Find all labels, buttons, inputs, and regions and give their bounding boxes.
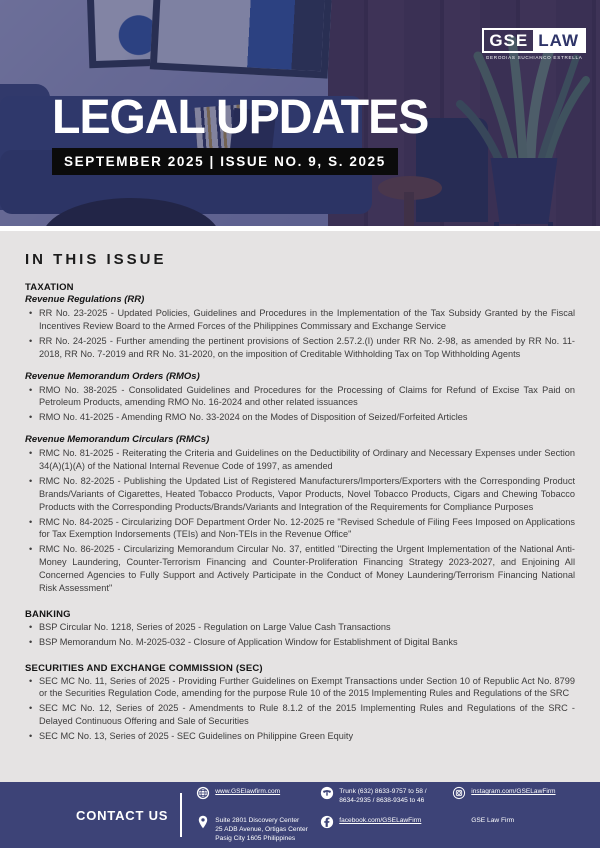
- footer-contact-item: [196, 786, 314, 800]
- gse-law-logo: [482, 28, 586, 60]
- in-this-issue-heading: IN THIS ISSUE: [25, 251, 167, 268]
- section-heading: TAXATION: [25, 282, 74, 293]
- bullet-list: [25, 675, 575, 743]
- bullet-item: • SEC MC No. 12, Series of 2025 - Amendments to Rule 8.1.2 of the 2015 Implementing Rules and Regulations of the SRC - Delayed Continuous Offering and Sale of Securities: [25, 702, 575, 728]
- section-group: [25, 434, 575, 595]
- footer-contact-text: Suite 2801 Discovery Center 25 ADB Avenue, Ortigas Center Pasig City 1605 Philippines: [215, 817, 308, 842]
- footer-contact-item: [452, 786, 584, 800]
- bullet-item: • RR No. 24-2025 - Further amending the pertinent provisions of Section 2.57.2.(I) under RR No. 2-98, as amended by RR No. 11-2018, RR No. 7-2019 and RR No. 31-2020, on the imposition of Creditable Withholding Tax on Top Withholding Agents: [25, 335, 575, 361]
- instagram-icon: [452, 786, 466, 800]
- section-heading: SECURITIES AND EXCHANGE COMMISSION (SEC): [25, 662, 263, 674]
- issue-section: [25, 282, 575, 595]
- group-subheading: Revenue Memorandum Orders (RMOs): [25, 370, 200, 382]
- icon-spacer: [452, 815, 466, 829]
- page-title: LEGAL UPDATES: [52, 91, 429, 144]
- section-groups: [25, 294, 575, 595]
- bullet-item: • RMC No. 82-2025 - Publishing the Updated List of Registered Manufacturers/Importers/Exporters with the Corresponding Product Brands/Variants of Cigarettes, Heated Tobacco Products, Vapor Products, Novel Tobacco Products, Cigars and Chewing Tobacco Products with the Corresponding Products/Brands/Variants and Integration of the Requirements for Compliance Purposes: [25, 475, 575, 514]
- bullet-list: [25, 447, 575, 595]
- phone-icon: [320, 786, 334, 800]
- bullet-list: [25, 384, 575, 425]
- footer-contact-item: [320, 815, 446, 829]
- main-content: [0, 231, 600, 782]
- bullet-item: • RMO No. 38-2025 - Consolidated Guidelines and Procedures for the Processing of Claims for Refund of Excise Tax Paid on Petroleum Products, amending RMO No. 16-2024 and other related issuances: [25, 384, 575, 410]
- footer-contact-text: Trunk (632) 8633-9757 to 58 / 8634-2935 / 8638-9345 to 46: [339, 788, 427, 805]
- issue-subtitle: SEPTEMBER 2025 | ISSUE NO. 9, S. 2025: [52, 148, 398, 175]
- gse-law-logo-box: [482, 28, 586, 53]
- bullet-item: • BSP Circular No. 1218, Series of 2025 - Regulation on Large Value Cash Transactions: [25, 621, 575, 634]
- hero-title-block: [52, 91, 440, 175]
- logo-law-text: LAW: [533, 30, 584, 51]
- issue-section: [25, 663, 575, 743]
- bullet-item: • BSP Memorandum No. M-2025-032 - Closure of Application Window for Establishment of Digital Banks: [25, 636, 575, 649]
- logo-tagline: GERODIAS SUCHIANCO ESTRELLA: [485, 55, 583, 60]
- section-groups: [25, 675, 575, 743]
- globe-icon: [196, 786, 210, 800]
- section-heading: BANKING: [25, 608, 71, 620]
- group-subheading: Revenue Memorandum Circulars (RMCs): [25, 434, 210, 446]
- hero-photo: [0, 0, 600, 226]
- logo-gse-text: GSE: [489, 31, 529, 50]
- footer-contact-grid: [196, 786, 584, 843]
- bullet-item: • RMC No. 81-2025 - Reiterating the Criteria and Guidelines on the Deductibility of Ordinary and Necessary Expenses under Section 34(A)(1)(A) of the National Internal Revenue Code of 1997, as amended: [25, 447, 575, 473]
- section-group: [25, 621, 575, 649]
- pin-icon: [196, 815, 210, 829]
- footer-link[interactable]: facebook.com/GSELawFirm: [339, 817, 422, 825]
- facebook-icon: [320, 815, 334, 829]
- footer-contact-item: [452, 815, 584, 829]
- footer: [0, 782, 600, 848]
- section-group: [25, 675, 575, 743]
- section-group: [25, 294, 575, 361]
- bullet-item: • SEC MC No. 11, Series of 2025 - Providing Further Guidelines on Exempt Transactions under Section 10 of Republic Act No. 8799 or the Securities Regulation Code, amending for the purpose Rule 10 of the 2015 Implementing Rules and Regulations of the SRC: [25, 675, 575, 701]
- footer-contact-item: [320, 786, 446, 806]
- bullet-item: • RMO No. 41-2025 - Amending RMO No. 33-2024 on the Modes of Disposition of Seized/Forfeited Articles: [25, 411, 575, 424]
- bullet-list: [25, 307, 575, 361]
- bullet-item: • RMC No. 84-2025 - Circularizing DOF Department Order No. 12-2025 re "Revised Schedule of Filing Fees Imposed on Applications for Tax Exemption Indorsements (TEIs) and Non-TEIs in the Revenue Office": [25, 516, 575, 542]
- footer-link[interactable]: instagram.com/GSELawFirm: [471, 788, 556, 796]
- bullet-item: • RMC No. 86-2025 - Circularizing Memorandum Circular No. 37, entitled "Directing the Urgent Implementation of the National Anti-Money Laundering, Counter-Terrorism Financing and Counter-Proliferation Financing Strategy 2023-2027, and Enjoining All Concerned Agencies to Fully Support and Actively Participate in the Conduct of Money Laundering/Terrorism Financing National Risk Assessment": [25, 543, 575, 595]
- bullet-item: • RR No. 23-2025 - Updated Policies, Guidelines and Procedures in the Implementation of the Tax Subsidy Granted by the Fiscal Incentives Review Board to the Armed Forces of the Philippines Commissary and Exchange Service: [25, 307, 575, 333]
- bullet-item: • SEC MC No. 13, Series of 2025 - SEC Guidelines on Philippine Green Equity: [25, 730, 575, 743]
- bullet-list: [25, 621, 575, 649]
- section-group: [25, 371, 575, 425]
- issue-section: [25, 609, 575, 649]
- footer-contact-text: GSE Law Firm: [471, 817, 515, 825]
- section-groups: [25, 621, 575, 649]
- sections-container: [25, 282, 575, 743]
- footer-contact-item: [196, 815, 314, 844]
- footer-divider: [180, 793, 182, 837]
- contact-us-label: CONTACT US: [76, 807, 169, 823]
- footer-link[interactable]: www.GSElawfirm.com: [215, 788, 281, 796]
- group-subheading: Revenue Regulations (RR): [25, 294, 145, 305]
